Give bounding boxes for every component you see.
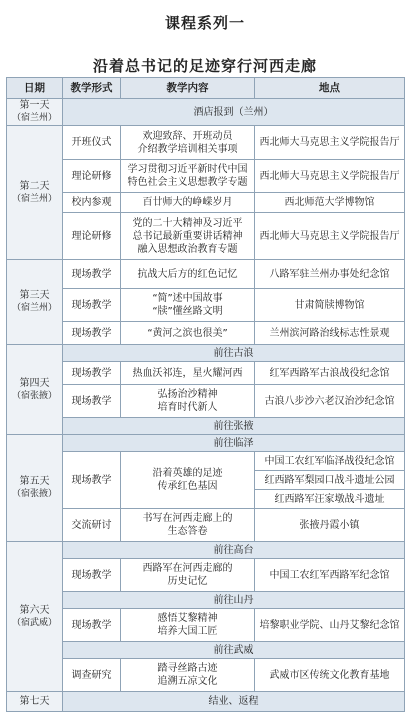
location-cell: 八路军驻兰州办事处纪念馆 — [255, 260, 405, 289]
content-cell — [121, 509, 255, 542]
content-text: 弘扬治沙精神 培育时代新人 — [157, 389, 218, 413]
day-label: 第五天 — [19, 476, 50, 487]
table-row — [7, 609, 405, 642]
format-cell: 现场教学 — [63, 322, 121, 345]
content-text: 沿着英雄的足迹 传承红色基因 — [152, 468, 223, 492]
content-cell — [121, 385, 255, 418]
header-format: 教学形式 — [63, 78, 121, 99]
table-row — [7, 260, 405, 289]
table-row — [7, 509, 405, 542]
content-text: 踏寻丝路古迹 追溯五凉文化 — [157, 663, 218, 687]
table-row — [7, 592, 405, 609]
day-label: 第一天 — [19, 100, 50, 111]
table-row — [7, 160, 405, 193]
day-cell — [7, 542, 63, 692]
location-cell: 甘肃简牍博物馆 — [255, 289, 405, 322]
content-cell: 抗战大后方的红色记忆 — [121, 260, 255, 289]
travel-band: 前往临泽 — [63, 435, 405, 452]
content-cell — [121, 609, 255, 642]
location-cell: 中国工农红军西路军纪念馆 — [255, 559, 405, 592]
location-cell: 西北师范大学博物馆 — [255, 193, 405, 213]
table-header-row — [7, 78, 405, 99]
content-text: 感悟艾黎精神 培养大国工匠 — [157, 613, 218, 637]
content-cell — [121, 452, 255, 509]
location-cell: 张掖丹霞小镇 — [255, 509, 405, 542]
content-cell — [121, 160, 255, 193]
day-stay: （宿兰州） — [11, 113, 57, 123]
table-row — [7, 126, 405, 160]
format-cell: 理论研修 — [63, 160, 121, 193]
location-cell: 培黎职业学院、山丹艾黎纪念馆 — [255, 609, 405, 642]
content-cell — [121, 213, 255, 260]
content-cell: 热血沃祁连，星火耀河西 — [121, 362, 255, 385]
day-label: 第二天 — [19, 180, 50, 192]
content-text: 书写在河西走廊上的 生态答卷 — [142, 513, 233, 537]
content-cell — [121, 126, 255, 160]
table-row — [7, 642, 405, 659]
travel-band: 前往张掖 — [63, 418, 405, 435]
day-label: 第七天 — [19, 696, 50, 707]
page-title: 课程系列一 — [164, 14, 245, 32]
format-cell: 现场教学 — [63, 559, 121, 592]
travel-band: 前往武威 — [63, 642, 405, 659]
table-row — [7, 385, 405, 418]
location-cell: 古浪八步沙六老汉治沙纪念馆 — [255, 385, 405, 418]
header-location: 地点 — [255, 78, 405, 99]
location-cell: 兰州滨河路治线标志性景观 — [255, 322, 405, 345]
day-cell — [7, 435, 63, 542]
format-cell: 现场教学 — [63, 609, 121, 642]
header-content: 教学内容 — [121, 78, 255, 99]
day-stay: （宿张掖） — [11, 390, 57, 401]
day-label: 第三天 — [19, 290, 50, 301]
page-subtitle: 沿着总书记的足迹穿行河西走廊 — [92, 57, 317, 75]
day-cell — [7, 260, 63, 345]
content-text: “简”述中国故事 “牍”懂丝路文明 — [152, 293, 223, 317]
content-cell — [121, 289, 255, 322]
format-cell: 调查研究 — [63, 659, 121, 692]
day-note: 结业、返程 — [63, 692, 405, 712]
location-cell: 红军西路军古浪战役纪念馆 — [255, 362, 405, 385]
table-row — [7, 692, 405, 712]
day-stay: （宿兰州） — [11, 303, 57, 313]
location-cell: 西北师大马克思主义学院报告厅 — [255, 126, 405, 160]
table-row — [7, 659, 405, 692]
day-cell — [7, 99, 63, 126]
location-cell: 武威市区传统文化教育基地 — [255, 659, 405, 692]
schedule-table — [6, 77, 405, 712]
table-row — [7, 345, 405, 362]
day-cell — [7, 692, 63, 712]
content-cell — [121, 559, 255, 592]
day-note: 酒店报到（兰州） — [63, 99, 405, 126]
table-row — [7, 559, 405, 592]
day-label: 第四天 — [19, 377, 50, 389]
day-cell — [7, 345, 63, 435]
travel-band: 前往高台 — [63, 542, 405, 559]
table-row — [7, 193, 405, 213]
table-row — [7, 452, 405, 471]
table-row — [7, 542, 405, 559]
format-cell: 现场教学 — [63, 362, 121, 385]
format-cell: 现场教学 — [63, 289, 121, 322]
travel-band: 前往山丹 — [63, 592, 405, 609]
format-cell: 现场教学 — [63, 385, 121, 418]
location-cell: 西北师大马克思主义学院报告厅 — [255, 160, 405, 193]
content-text: 学习贯彻习近平新时代中国 特色社会主义思想教学专题 — [127, 164, 248, 188]
table-row — [7, 99, 405, 126]
content-cell — [121, 659, 255, 692]
content-text: 欢迎致辞、开班动员 介绍教学培训相关事项 — [137, 130, 238, 155]
header-date: 日期 — [7, 78, 63, 99]
table-row — [7, 362, 405, 385]
content-cell: “黄河之滨也很美” — [121, 322, 255, 345]
table-row — [7, 213, 405, 260]
location-cell: 西北师大马克思主义学院报告厅 — [255, 213, 405, 260]
format-cell: 交流研讨 — [63, 509, 121, 542]
format-cell: 现场教学 — [63, 452, 121, 509]
day-stay: （宿兰州） — [11, 193, 57, 204]
travel-band: 前往古浪 — [63, 345, 405, 362]
content-cell: 百廿师大的峥嵘岁月 — [121, 193, 255, 213]
location-cell: 中国工农红军临泽战役纪念馆 — [255, 452, 405, 471]
format-cell: 开班仪式 — [63, 126, 121, 160]
format-cell: 理论研修 — [63, 213, 121, 260]
format-cell: 现场教学 — [63, 260, 121, 289]
table-row — [7, 418, 405, 435]
table-row — [7, 322, 405, 345]
table-row — [7, 435, 405, 452]
location-cell: 红西路军梨园口战斗遗址公园 — [255, 471, 405, 490]
format-cell: 校内参观 — [63, 193, 121, 213]
day-label: 第六天 — [19, 604, 50, 616]
day-stay: （宿武威） — [11, 617, 57, 628]
content-text: 西路军在河西走廊的 历史记忆 — [142, 563, 233, 587]
content-text: 党的二十大精神及习近平 总书记最新重要讲话精神 融入思想政治教育专题 — [132, 217, 243, 255]
location-cell: 红西路军汪家墩战斗遗址 — [255, 490, 405, 509]
table-row — [7, 289, 405, 322]
day-stay: （宿张掖） — [11, 489, 57, 499]
day-cell — [7, 126, 63, 260]
